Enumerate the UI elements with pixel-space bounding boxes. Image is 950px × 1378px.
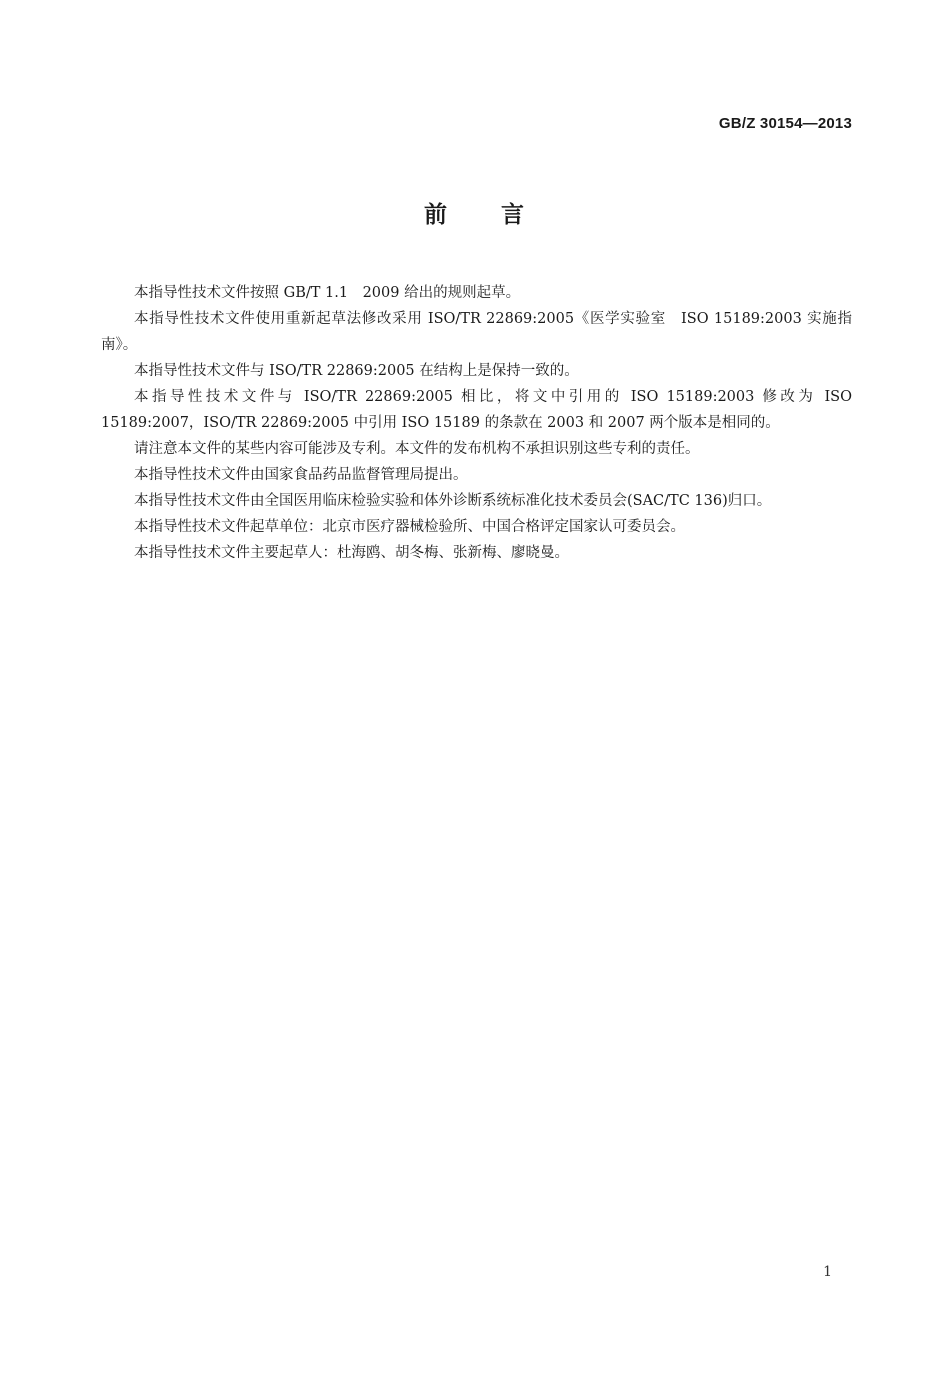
title-char-2: 言 [501, 202, 526, 228]
page-number: 1 [823, 1264, 832, 1280]
page-title [0, 196, 950, 229]
paragraph-adoption-method: 本指导性技术文件使用重新起草法修改采用 ISO/TR 22869:2005《医学实验室 ISO 15189:2003 实施指南》。 [101, 311, 852, 353]
paragraph-drafters: 本指导性技术文件主要起草人：杜海鸥、胡冬梅、张新梅、廖晓曼。 [134, 545, 569, 561]
paragraph-committee: 本指导性技术文件由全国医用临床检验实验和体外诊断系统标准化技术委员会(SAC/TC 136)归口。 [134, 493, 772, 509]
paragraph-drafting-rules: 本指导性技术文件按照 GB/T 1.1 2009 给出的规则起草。 [134, 285, 521, 301]
title-char-1: 前 [424, 202, 449, 228]
paragraph-differences: 本指导性技术文件与 ISO/TR 22869:2005 相比，将文中引用的 ISO 15189:2003 修改为 ISO 15189:2007，ISO/TR 22869:2005 中引用 ISO 15189 的条款在 2003 和 2007 两个版本是相同的。 [101, 389, 852, 431]
foreword-body [101, 280, 852, 566]
standard-number: GB/Z 30154—2013 [718, 115, 852, 132]
paragraph-structure: 本指导性技术文件与 ISO/TR 22869:2005 在结构上是保持一致的。 [134, 363, 579, 379]
paragraph-proposer: 本指导性技术文件由国家食品药品监督管理局提出。 [134, 467, 468, 483]
paragraph-patent-notice: 请注意本文件的某些内容可能涉及专利。本文件的发布机构不承担识别这些专利的责任。 [134, 441, 700, 457]
paragraph-drafting-units: 本指导性技术文件起草单位：北京市医疗器械检验所、中国合格评定国家认可委员会。 [134, 519, 685, 535]
